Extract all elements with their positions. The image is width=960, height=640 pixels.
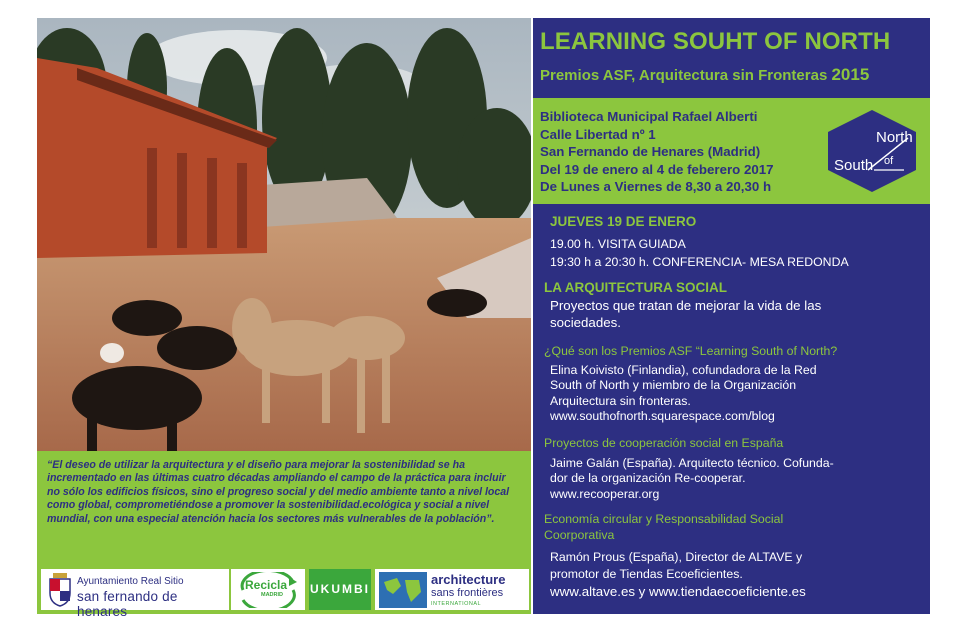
section-text-line: Ramón Prous (España), Director de ALTAVE y — [550, 550, 803, 564]
theme-text — [550, 297, 821, 331]
venue-line: San Fernando de Henares (Madrid) — [540, 144, 761, 160]
asf-line1: architecture — [431, 572, 506, 587]
section-text — [550, 549, 806, 601]
recicla-sub: MADRID — [261, 592, 283, 598]
subtitle-text: Premios ASF, Arquitectura sin Fronteras — [540, 67, 828, 84]
section-heading: ¿Qué son los Premios ASF “Learning South of North? — [544, 344, 838, 358]
section-heading: Proyectos de cooperación social en España — [544, 436, 784, 450]
quote-text: “El deseo de utilizar la arquitectura y el diseño para mejorar la sostenibilidad se ha incrementado en las últimas cuatro décadas ampliando el campo de la práctica para incluir no sólo los edificios físicos, sino el progreso social y del medio ambiente tanto a nivel local como global, comprometiéndose a promover la sostenibilidad.ecológica y social a nivel mundial, con una especial atención hacia los sectores más vulnerables de la población”. — [47, 459, 510, 525]
asf-line2: sans frontières — [431, 587, 504, 599]
theme-text-line: sociedades. — [550, 315, 621, 330]
logo-strip — [37, 565, 531, 619]
quote-box — [37, 451, 531, 565]
venue-lines — [540, 108, 774, 196]
poster-title: LEARNING SOUHT OF NORTH — [540, 28, 891, 55]
section-heading-line: Coorporativa — [544, 528, 615, 542]
theme-heading: LA ARQUITECTURA SOCIAL — [544, 280, 727, 295]
ukumbi-name: UKUMBI — [310, 582, 370, 596]
ayuntamiento-line1: Ayuntamiento Real Sitio — [77, 576, 184, 587]
venue-line: Del 19 de enero al 4 de feberero 2017 — [540, 161, 774, 177]
recicla-name: Recicla — [245, 578, 288, 592]
theme-text-line: Proyectos que tratan de mejorar la vida de las — [550, 298, 822, 313]
poster-subtitle — [540, 65, 869, 85]
venue-line: Calle Libertad nº 1 — [540, 126, 656, 142]
venue-line: Biblioteca Municipal Rafael Alberti — [540, 109, 758, 124]
ukumbi-logo — [309, 569, 371, 610]
section-text-line: promotor de Tiendas Ecoeficientes. — [550, 566, 743, 581]
section-text — [550, 456, 834, 502]
goats-photo — [37, 18, 531, 451]
recicla-madrid-logo — [231, 569, 305, 610]
section-text-line: Arquitectura sin fronteras. — [550, 393, 691, 408]
badge-word-south: South — [834, 157, 874, 174]
ayuntamiento-line2: san fernando de henares — [77, 589, 178, 619]
south-of-north-badge — [824, 108, 920, 194]
asf-line3: INTERNATIONAL — [431, 601, 482, 607]
section-heading-line: Economía circular y Responsabilidad Social — [544, 512, 784, 526]
ayuntamiento-logo — [41, 569, 229, 619]
section-text-line: www.southofnorth.squarespace.com/blog — [550, 409, 775, 424]
program-box — [533, 204, 930, 614]
schedule-item: 19:30 h a 20:30 h. CONFERENCIA- MESA REDONDA — [550, 255, 849, 269]
badge-word-of: of — [884, 155, 894, 167]
section-text-line: Elina Koivisto (Finlandia), cofundadora de la Red — [550, 363, 817, 377]
section-text-line: South of North y miembro de la Organización — [550, 378, 797, 393]
section-text-line: Jaime Galán (España). Arquitecto técnico. Cofunda- — [550, 456, 834, 470]
badge-word-north: North — [876, 129, 913, 146]
section-text-line: dor de la organización Re-cooperar. — [550, 471, 746, 486]
venue-line: De Lunes a Viernes de 8,30 a 20,30 h — [540, 179, 772, 195]
coat-of-arms-icon — [47, 573, 73, 607]
day-heading: JUEVES 19 DE ENERO — [550, 214, 697, 229]
venue-box — [533, 98, 930, 204]
asf-logo — [375, 569, 529, 610]
goats-village-illustration — [37, 18, 531, 451]
world-map-icon — [379, 572, 427, 608]
subtitle-year: 2015 — [831, 65, 870, 84]
schedule-item: 19.00 h. VISITA GUIADA — [550, 237, 686, 251]
section-heading — [544, 511, 783, 543]
section-text — [550, 363, 817, 425]
poster-header — [533, 18, 930, 98]
section-text-line: www.recooperar.org — [550, 486, 660, 501]
section-text-line: www.altave.es y www.tiendaecoeficiente.es — [550, 584, 806, 599]
event-poster — [37, 18, 930, 619]
